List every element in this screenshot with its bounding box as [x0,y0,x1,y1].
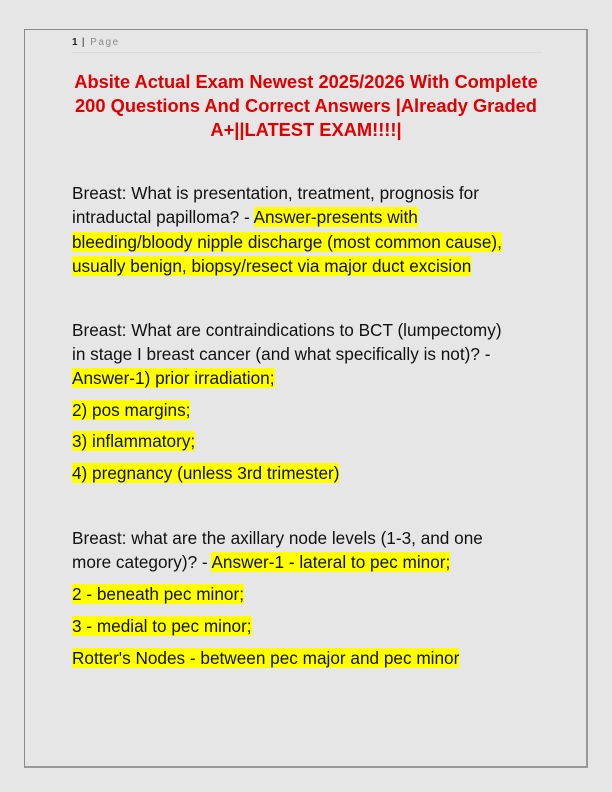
question-text: Breast: What are contraindications to BCT (lumpectomy) [72,320,502,340]
text-line [72,207,418,228]
question-text: intraductal papilloma? - [72,207,254,227]
question-text: in stage I breast cancer (and what specifically is not)? - [72,344,491,364]
text-line [72,616,252,637]
question-text: Breast: what are the axillary node levels (1-3, and one [72,528,483,548]
text-line [72,320,502,341]
text-line [72,232,502,253]
text-line [72,344,490,365]
page-number: 1 [72,37,78,48]
highlighted-answer: usually benign, biopsy/resect via major duct excision [72,256,472,276]
text-line [72,584,244,605]
text-line [72,183,479,204]
text-line [72,648,459,669]
highlighted-answer: 3 - medial to pec minor; [72,616,252,636]
highlighted-answer: 3) inflammatory; [72,431,196,451]
text-line [72,256,471,277]
highlighted-answer: Answer-1) prior irradiation; [72,368,275,388]
question-text: more category)? - [72,552,212,572]
page-label: Page [90,37,120,48]
text-line [72,463,339,484]
text-line [72,528,483,549]
highlighted-answer: 4) pregnancy (unless 3rd trimester) [72,463,340,483]
highlighted-answer: 2 - beneath pec minor; [72,584,244,604]
highlighted-answer: Answer-presents with [253,207,418,227]
text-line [72,368,275,389]
highlighted-answer: Rotter's Nodes - between pec major and pec minor [72,648,460,668]
header-separator: | [81,37,86,48]
highlighted-answer: 2) pos margins; [72,400,191,420]
highlighted-answer: bleeding/bloody nipple discharge (most common cause), [72,232,502,252]
text-line [72,431,195,452]
page-header [72,37,120,48]
question-text: Breast: What is presentation, treatment, prognosis for [72,183,479,203]
header-divider [72,52,542,53]
document-title: Absite Actual Exam Newest 2025/2026 With Complete 200 Questions And Correct Answers |Already Graded A+||LATEST EXAM!!!!| [74,71,538,140]
highlighted-answer: Answer-1 - lateral to pec minor; [211,552,451,572]
text-line [72,552,450,573]
text-line [72,400,190,421]
